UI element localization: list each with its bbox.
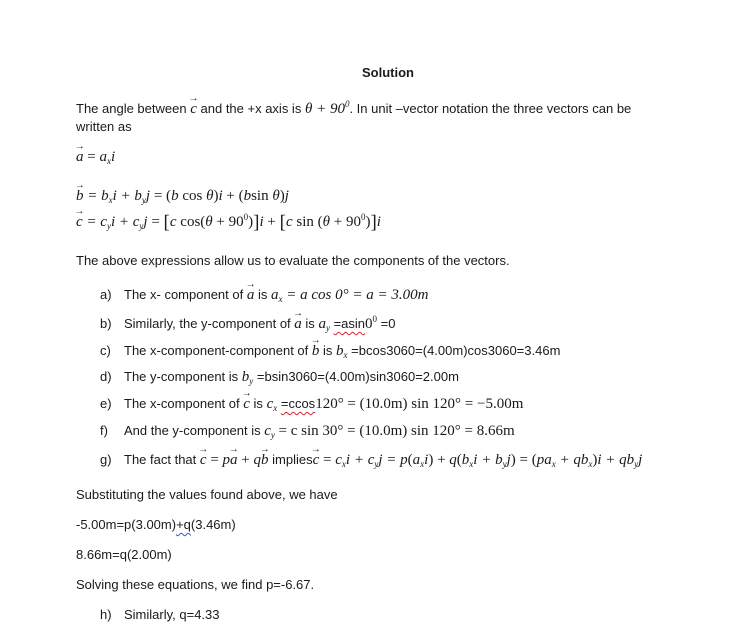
expressions-sentence: The above expressions allow us to evaluate the components of the vectors. (76, 253, 510, 268)
equation-b: → $b = b_xi + b_yj = (b$ cos θ)i + (bsin θ)j (76, 188, 289, 205)
solving-sentence: Solving these equations, we find p=-6.67. (76, 577, 315, 592)
list-item-f: f) And the y-component is $c_y = c$ sin 30° = (10.0m) sin 120° = 8.66m (100, 423, 515, 440)
intro-line-2: written as (76, 119, 132, 134)
substituting-sentence: Substituting the values found above, we have (76, 487, 338, 502)
page-title: Solution (362, 65, 414, 80)
list-item-h: h) Similarly, q=4.33 (100, 607, 220, 622)
equation-a: → $a = a_xi$ (76, 149, 115, 166)
equation-2: 8.66m=q(2.00m) (76, 547, 172, 562)
equation-c: → $c = c_yi + c_yj = [c$ $\cos(\theta + 90^0)]i + [c$ $\sin (\theta + 90^0)]i$ (76, 212, 381, 234)
list-item-c: c) The x-component-component of → b is $b_x =bcos3060=(4.00m)\cos 3060=3.46m$ (100, 343, 560, 360)
vector-c: → c (190, 101, 197, 118)
list-item-g: g) The fact that → c = p→ a + q→ b implies→ $c = c_xi + c_yj = p(a_xi) + q(b_xi + b_yj) = (pa_x + qb_x)i + qb_yj$ (100, 452, 642, 469)
list-item-b: b) Similarly, the y-component of → a is $a_y =asin0^0 =0$ (100, 314, 395, 333)
intro-line-1: The angle between → c and the +x axis is $\theta + 90^0$. In unit –vector notation the three vectors can be (76, 99, 631, 118)
list-item-e: e) The x-component of → c is $c_x =ccos120^\circ = (10.0m)$ sin 120° = −5.00m (100, 396, 523, 413)
equation-1: -5.00m=p(3.00m)+q(3.46m) (76, 517, 236, 532)
list-item-a: a) The x- component of → a is $a_x = a$ cos 0° = a = 3.00m (100, 287, 428, 304)
list-item-d: d) The y-component is $b_y =bsin3060=(4.00m)\sin 3060=2.00m$ (100, 369, 459, 386)
